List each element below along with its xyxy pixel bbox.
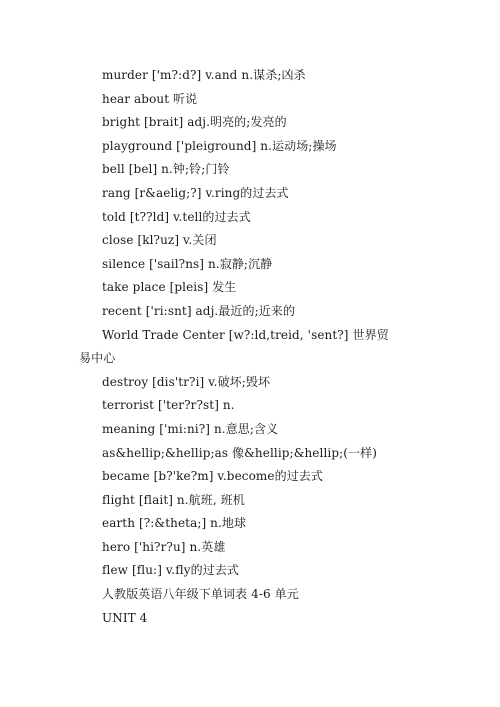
- entry-text: rang [r&aelig;?] v.ring的过去式: [102, 185, 289, 200]
- list-item: [0, 442, 500, 466]
- entry-text: bell [bel] n.钟;铃;门铃: [102, 162, 230, 177]
- list-item: [0, 489, 500, 513]
- entry-text: told [t??ld] v.tell的过去式: [102, 209, 251, 224]
- list-item: [0, 418, 500, 442]
- section-heading: [0, 583, 500, 607]
- list-item: [0, 512, 500, 536]
- list-item: [0, 300, 500, 324]
- entry-text: hear about 听说: [102, 91, 198, 106]
- list-item: [0, 135, 500, 159]
- entry-text: destroy [dis'tr?i] v.破坏;毁坏: [102, 374, 271, 389]
- entry-text: recent ['ri:snt] adj.最近的;近来的: [102, 303, 296, 318]
- entry-text: terrorist ['ter?r?st] n.: [102, 398, 235, 413]
- entry-text: murder ['m?:d?] v.and n.谋杀;凶杀: [102, 68, 306, 82]
- entry-text: as&hellip;&hellip;as 像&hellip;&hellip;(一样): [102, 445, 378, 460]
- entry-text: close [kl?uz] v.关闭: [102, 233, 217, 248]
- list-item: [0, 111, 500, 135]
- vocabulary-list: [0, 64, 500, 630]
- entry-text: silence ['sail?ns] n.寂静;沉静: [102, 256, 273, 271]
- entry-text: bright [brait] adj.明亮的;发亮的: [102, 115, 287, 130]
- list-item: [0, 559, 500, 583]
- list-item: [0, 536, 500, 560]
- list-item: [0, 371, 500, 395]
- list-item: [0, 229, 500, 253]
- list-item: [0, 394, 500, 418]
- list-item-continuation: [0, 347, 500, 371]
- entry-text: meaning ['mi:ni?] n.意思;含义: [102, 421, 279, 436]
- list-item: [0, 253, 500, 277]
- entry-text: became [b?'ke?m] v.become的过去式: [102, 469, 324, 484]
- entry-text: 易中心: [79, 351, 116, 366]
- list-item: [0, 465, 500, 489]
- entry-text: World Trade Center [w?:ld,treid, 'sent?] 世界贸: [102, 327, 389, 342]
- entry-text: hero ['hi?r?u] n.英雄: [102, 539, 226, 554]
- list-item: [0, 276, 500, 300]
- entry-text: earth [?:&theta;] n.地球: [102, 516, 247, 531]
- heading-text: UNIT 4: [102, 610, 148, 625]
- list-item: [0, 64, 500, 88]
- entry-text: playground ['pleiground] n.运动场;操场: [102, 138, 337, 153]
- list-item: [0, 206, 500, 230]
- list-item: [0, 158, 500, 182]
- unit-heading: [0, 607, 500, 631]
- entry-text: flew [flu:] v.fly的过去式: [102, 563, 240, 578]
- list-item: [0, 182, 500, 206]
- list-item: [0, 324, 500, 348]
- list-item: [0, 88, 500, 112]
- heading-text: 人教版英语八年级下单词表 4-6 单元: [102, 587, 299, 602]
- entry-text: take place [pleis] 发生: [102, 280, 237, 295]
- entry-text: flight [flait] n.航班, 班机: [102, 492, 245, 507]
